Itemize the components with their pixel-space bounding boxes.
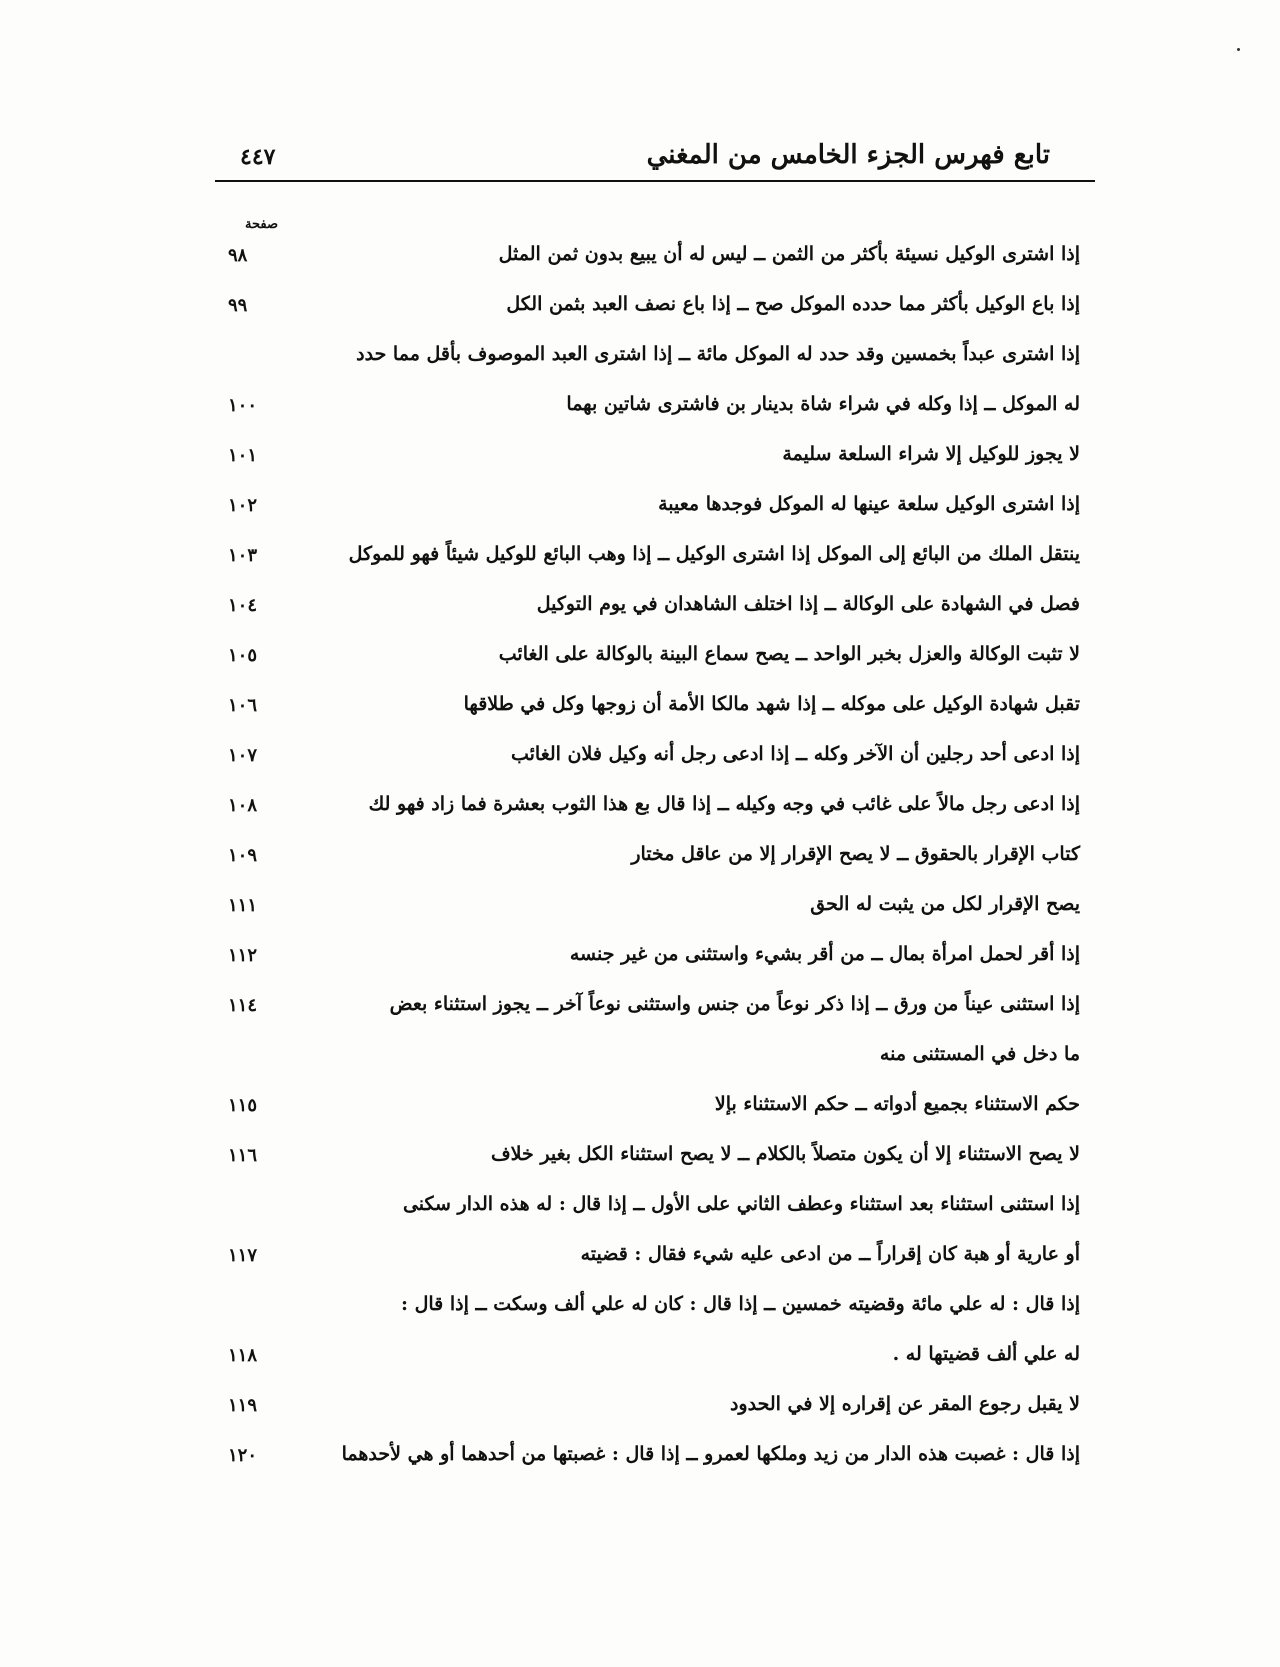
index-entry-text: لا يقبل رجوع المقر عن إقراره إلا في الحدود xyxy=(729,1393,1080,1415)
index-entry-text: إذا استثنى استثناء بعد استثناء وعطف الثاني على الأول ــ إذا قال : له هذه الدار سكنى xyxy=(402,1193,1080,1215)
index-entry-text: إذا أقر لحمل امرأة بمال ــ من أقر بشيء واستثنى من غير جنسه xyxy=(569,943,1080,965)
index-entry-text: ينتقل الملك من البائع إلى الموكل إذا اشترى الوكيل ــ إذا وهب البائع للوكيل شيئاً فهو للموكل xyxy=(348,543,1080,565)
index-entry-page: ١٠٨ xyxy=(228,795,258,816)
index-entry-page: ٩٩ xyxy=(228,295,248,316)
index-entry-text: إذا استثنى عيناً من ورق ــ إذا ذكر نوعاً من جنس واستثنى نوعاً آخر ــ يجوز استثناء بعض xyxy=(389,993,1080,1015)
index-entry-page: ١١١ xyxy=(228,895,258,916)
index-entry-page: ١٠٩ xyxy=(228,845,258,866)
index-entry-text: إذا باع الوكيل بأكثر مما حدده الموكل صح ــ إذا باع نصف العبد بثمن الكل xyxy=(506,293,1080,315)
index-entry-page: ١٠٣ xyxy=(228,545,258,566)
index-entry-page: ١٢٠ xyxy=(228,1445,258,1466)
index-entry-text: له الموكل ــ إذا وكله في شراء شاة بدينار بن فاشترى شاتين بهما xyxy=(566,393,1080,415)
page-column-label: صفحة xyxy=(245,217,278,232)
index-entry-text: لا يجوز للوكيل إلا شراء السلعة سليمة xyxy=(782,443,1080,465)
index-entry-page: ١٠٧ xyxy=(228,745,258,766)
index-entry-text: إذا قال : له علي مائة وقضيته خمسين ــ إذا قال : كان له علي ألف وسكت ــ إذا قال : xyxy=(400,1293,1080,1315)
header-title: تابع فهرس الجزء الخامس من المغني xyxy=(646,140,1050,170)
header-page-number: ٤٤٧ xyxy=(240,144,276,170)
index-entry-text: له علي ألف قضيتها له . xyxy=(892,1343,1080,1365)
index-entry-page: ٩٨ xyxy=(228,245,248,266)
index-entry-text: كتاب الإقرار بالحقوق ــ لا يصح الإقرار إلا من عاقل مختار xyxy=(631,843,1080,865)
index-entry-page: ١٠٠ xyxy=(228,395,258,416)
index-entry-text: إذا اشترى عبداً بخمسين وقد حدد له الموكل مائة ــ إذا اشترى العبد الموصوف بأقل مما حدد xyxy=(356,343,1080,365)
index-entry-page: ١٠٦ xyxy=(228,695,258,716)
index-entry-page: ١١٨ xyxy=(228,1345,258,1366)
index-entry-text: ما دخل في المستثنى منه xyxy=(879,1043,1080,1065)
index-entry-text: إذا ادعى أحد رجلين أن الآخر وكله ــ إذا ادعى رجل أنه وكيل فلان الغائب xyxy=(510,743,1080,765)
index-entry-text: لا تثبت الوكالة والعزل بخبر الواحد ــ يصح سماع البينة بالوكالة على الغائب xyxy=(498,643,1080,665)
index-entry-page: ١١٧ xyxy=(228,1245,258,1266)
index-entry-text: إذا اشترى الوكيل سلعة عينها له الموكل فوجدها معيبة xyxy=(658,493,1080,515)
index-entry-page: ١٠٥ xyxy=(228,645,258,666)
index-entry-page: ١١٩ xyxy=(228,1395,258,1416)
index-entry-text: إذا قال : غصبت هذه الدار من زيد وملكها لعمرو ــ إذا قال : غصبتها من أحدهما أو هي لأحدهما xyxy=(341,1443,1080,1465)
index-entry-page: ١١٤ xyxy=(228,995,258,1016)
index-entry-page: ١١٦ xyxy=(228,1145,258,1166)
index-entry-page: ١٠٤ xyxy=(228,595,258,616)
index-entry-text: فصل في الشهادة على الوكالة ــ إذا اختلف الشاهدان في يوم التوكيل xyxy=(536,593,1080,615)
index-entry-page: ١١٢ xyxy=(228,945,258,966)
index-entry-page: ١٠١ xyxy=(228,445,258,466)
index-entry-text: إذا اشترى الوكيل نسيئة بأكثر من الثمن ــ ليس له أن يبيع بدون ثمن المثل xyxy=(498,243,1080,265)
index-entry-text: يصح الإقرار لكل من يثبت له الحق xyxy=(810,893,1080,915)
index-entry-text: أو عارية أو هبة كان إقراراً ــ من ادعى عليه شيء فقال : قضيته xyxy=(580,1243,1080,1265)
index-entry-text: إذا ادعى رجل مالاً على غائب في وجه وكيله ــ إذا قال بع هذا الثوب بعشرة فما زاد فهو لك xyxy=(368,793,1080,815)
index-entry-text: لا يصح الاستثناء إلا أن يكون متصلاً بالكلام ــ لا يصح استثناء الكل بغير خلاف xyxy=(490,1143,1080,1165)
index-entry-page: ١١٥ xyxy=(228,1095,258,1116)
index-entry-page: ١٠٢ xyxy=(228,495,258,516)
index-entry-text: حكم الاستثناء بجميع أدواته ــ حكم الاستثناء بإلا xyxy=(714,1093,1080,1115)
index-entry-text: تقبل شهادة الوكيل على موكله ــ إذا شهد مالكا الأمة أن زوجها وكل في طلاقها xyxy=(463,693,1080,715)
